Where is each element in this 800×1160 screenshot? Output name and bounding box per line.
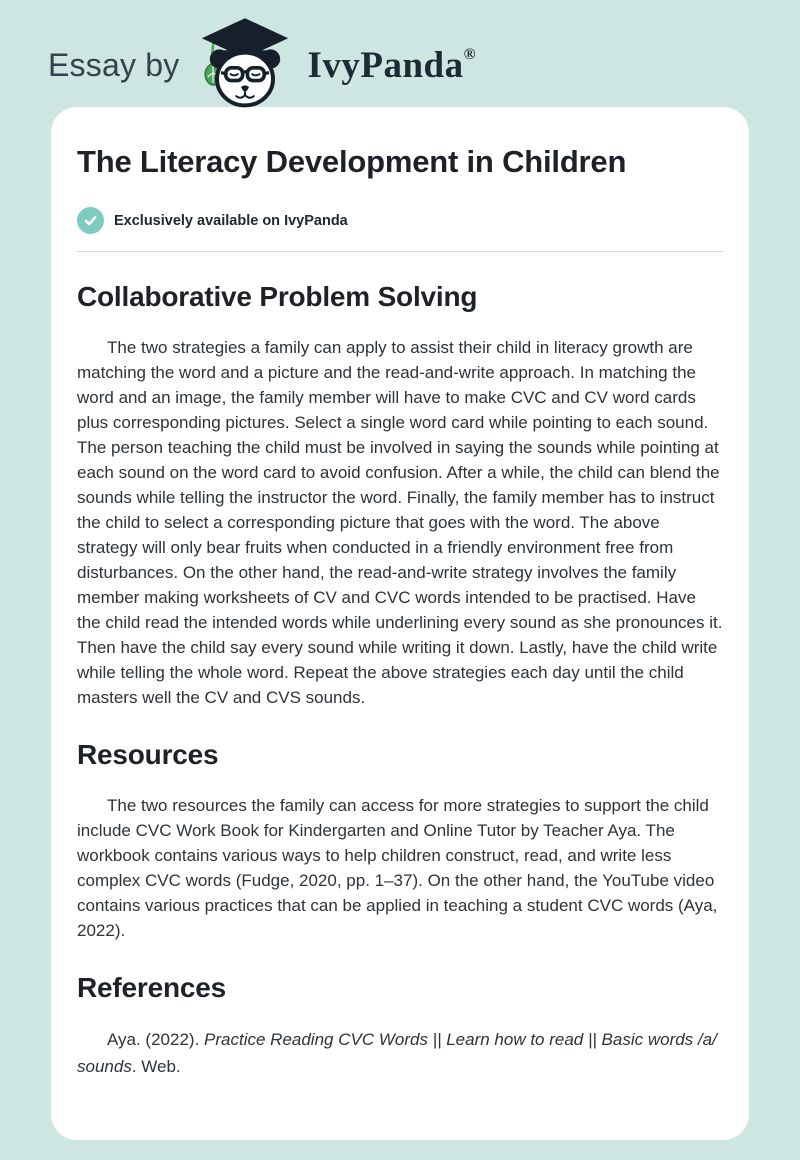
section-heading: References xyxy=(77,972,226,1003)
reference-prefix: Aya. (2022). xyxy=(107,1030,205,1049)
brand-name: IvyPanda xyxy=(307,44,464,86)
reference-entry xyxy=(77,1026,723,1080)
exclusive-badge xyxy=(77,207,723,234)
reference-title-italic: Practice Reading CVC Words || Learn how to read || Basic words /a/ sounds xyxy=(77,1030,717,1076)
exclusive-badge-label: Exclusively available on IvyPanda xyxy=(114,212,348,229)
check-icon xyxy=(77,207,104,234)
body-paragraph: The two resources the family can access for more strategies to support the child include CVC Work Book for Kindergarten and Online Tutor by Teacher Aya. The workbook contains various ways to help children construct, read, and write less complex CVC words (Fudge, 2020, pp. 1–37). On the other hand, the YouTube video contains various practices that can be applied in teaching a student CVC words (Aya, 2022). xyxy=(77,796,718,940)
essay-by-label: Essay by xyxy=(48,46,180,83)
body-paragraph: The two strategies a family can apply to assist their child in literacy growth are matching the word and a picture and the read-and-write approach. In matching the word and an image, the family member will have to make CVC and CV word cards plus corresponding pictures. Select a single word card while pointing to each sound. The person teaching the child must be involved in saying the sounds while pointing at each sound on the word card to avoid confusion. After a while, the child can blend the sounds while telling the instructor the word. Finally, the family member has to instruct the child to select a corresponding picture that goes with the word. The above strategy will only bear fruits when conducted in a friendly environment free from disturbances. On the other hand, the read-and-write strategy involves the family member making worksheets of CV and CVC words intended to be practised. Have the child read the intended words while underlining every sound as she pronounces it. Then have the child say every sound while writing it down. Lastly, have the child write while telling the whole word. Repeat the above strategies each day until the child masters well the CV and CVS sounds. xyxy=(77,338,723,707)
registered-mark: ® xyxy=(463,45,477,63)
page-header xyxy=(0,0,800,106)
reference-suffix: . Web. xyxy=(131,1057,181,1076)
essay-card xyxy=(51,107,749,1140)
section-collaborative-problem-solving xyxy=(77,280,723,710)
divider xyxy=(77,251,723,252)
section-references xyxy=(77,971,723,1080)
section-heading: Collaborative Problem Solving xyxy=(77,281,478,312)
panda-graduate-logo xyxy=(193,15,297,116)
section-heading: Resources xyxy=(77,739,219,770)
page-title: The Literacy Development in Children xyxy=(77,144,627,179)
brand-wordmark xyxy=(307,44,476,87)
section-resources xyxy=(77,738,723,943)
